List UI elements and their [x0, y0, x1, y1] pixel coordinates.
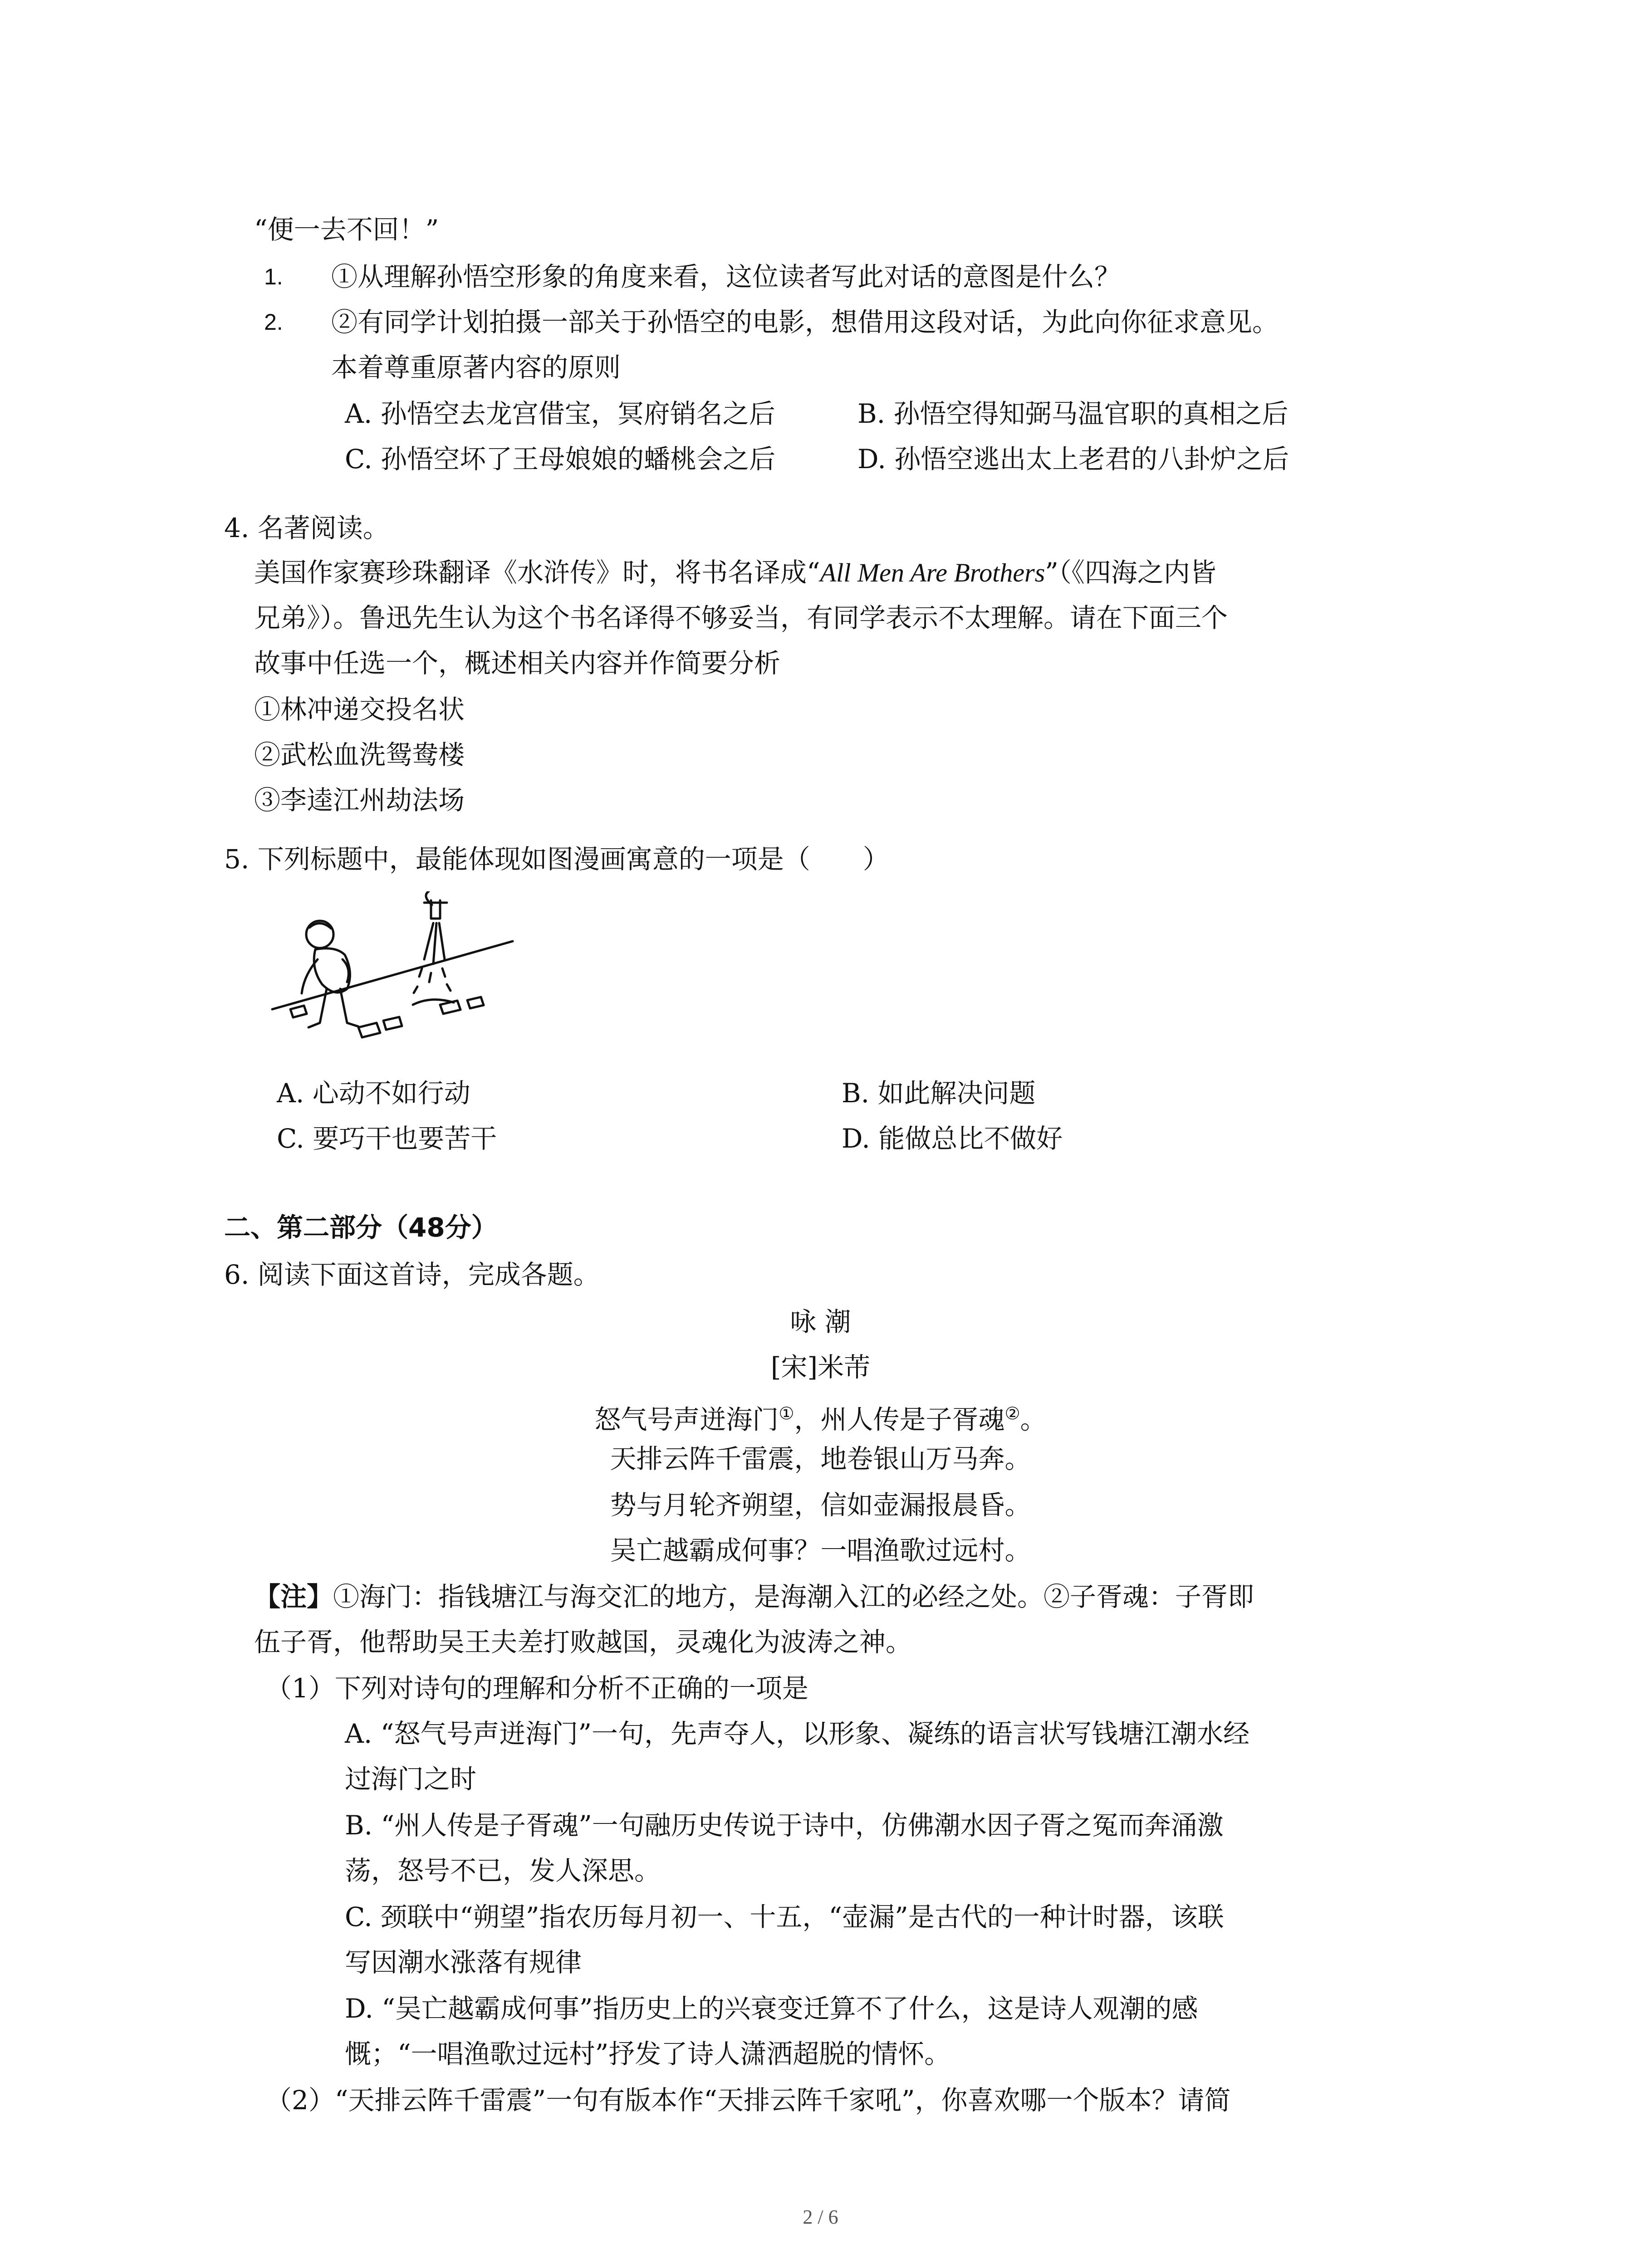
option-a: A. 孙悟空去龙宫借宝，冥府销名之后	[345, 398, 775, 429]
option-c: C. 孙悟空坏了王母娘娘的蟠桃会之后	[345, 444, 776, 474]
question-text-pre: 美国作家赛珍珠翻译《水浒传》时，将书名译成“	[254, 557, 820, 588]
option-c: C. 要巧干也要苦干	[277, 1123, 497, 1154]
story-option: ①林冲递交投名状	[254, 694, 465, 725]
item-number: 1.	[264, 264, 283, 289]
question-item: ①从理解孙悟空形象的角度来看，这位读者写此对话的意图是什么？	[331, 261, 1121, 292]
poem-line: 天排云阵千雷震，地卷银山万马奔。	[610, 1443, 1031, 1474]
sub-option-b-cont: 荡，怒号不已，发人深思。	[345, 1855, 661, 1886]
footnote-mark: ①	[779, 1403, 794, 1423]
sub-option-c: C. 颈联中“朔望”指农历每月初一、十五，“壶漏”是古代的一种计时器，该联	[345, 1901, 1224, 1932]
sub-option-d: D. “吴亡越霸成何事”指历史上的兴衰变迁算不了什么，这是诗人观潮的感	[345, 1993, 1198, 2024]
footnote-mark: ②	[1004, 1403, 1020, 1423]
question-title: 5. 下列标题中，最能体现如图漫画寓意的一项是（ ）	[224, 844, 889, 875]
sub-option-a-cont: 过海门之时	[345, 1764, 477, 1794]
sub-question-title: （1）下列对诗句的理解和分析不正确的一项是	[265, 1673, 808, 1704]
note-line1	[254, 1580, 1254, 1613]
question-text-line3: 故事中任选一个，概述相关内容并作简要分析	[254, 648, 781, 679]
sub-option-d-cont: 慨；“一唱渔歌过远村”抒发了诗人潇洒超脱的情怀。	[345, 2038, 951, 2069]
question-item: ②有同学计划拍摄一部关于孙悟空的电影，想借用这段对话，为此向你征求意见。	[331, 307, 1279, 337]
poem-line: 势与月轮齐朔望，信如壶漏报晨昏。	[610, 1490, 1031, 1520]
sub-option-b: B. “州人传是子胥魂”一句融历史传说于诗中，仿佛潮水因子胥之冤而奔涌激	[345, 1810, 1224, 1841]
page-number: 2 / 6	[803, 2206, 838, 2228]
poem-line	[0, 1397, 1641, 1436]
option-b: B. 如此解决问题	[842, 1078, 1036, 1109]
question-text-line1	[254, 556, 1216, 589]
sub-option-a: A. “怒气号声迸海门”一句，先声夺人，以形象、凝练的语言状写钱塘江潮水经	[345, 1718, 1250, 1749]
item-number: 2.	[264, 309, 283, 335]
note-text: ①海门：指钱塘江与海交汇的地方，是海潮入江的必经之处。②子胥魂：子胥即	[333, 1581, 1254, 1612]
cartoon-illustration	[268, 891, 522, 1055]
story-option: ③李逵江州劫法场	[254, 785, 465, 816]
question-text-line2: 兄弟》）。鲁迅先生认为这个书名译得不够妥当，有同学表示不太理解。请在下面三个	[254, 602, 1228, 633]
question-item-continued: 本着尊重原著内容的原则	[331, 352, 621, 383]
question-title: 4. 名著阅读。	[224, 513, 389, 543]
poem-author: [宋]米芾	[770, 1352, 871, 1383]
option-b: B. 孙悟空得知弼马温官职的真相之后	[857, 398, 1288, 429]
poem-line: 吴亡越霸成何事？一唱渔歌过远村。	[610, 1535, 1031, 1566]
question-intro: 6. 阅读下面这首诗，完成各题。	[224, 1259, 600, 1290]
option-d: D. 孙悟空逃出太上老君的八卦炉之后	[857, 444, 1289, 474]
option-d: D. 能做总比不做好	[842, 1123, 1063, 1154]
option-a: A. 心动不如行动	[277, 1078, 470, 1109]
dialogue-line: “便一去不回！”	[254, 214, 439, 245]
section-heading: 二、第二部分（48分）	[224, 1212, 498, 1243]
note-label: 【注】	[254, 1581, 333, 1612]
story-option: ②武松血洗鸳鸯楼	[254, 739, 465, 770]
poem-line-part: ，州人传是子胥魂	[794, 1404, 1005, 1435]
sub-option-c-cont: 写因潮水涨落有规律	[345, 1947, 582, 1978]
poem-line-part: 怒气号声迸海门	[594, 1404, 779, 1435]
question-text-post: ”（《四海之内皆	[1045, 557, 1216, 588]
poem-title: 咏 潮	[790, 1306, 851, 1337]
english-title: All Men Are Brothers	[820, 558, 1045, 587]
note-line2: 伍子胥，他帮助吴王夫差打败越国，灵魂化为波涛之神。	[254, 1627, 912, 1657]
sub-question-title: （2）“天排云阵千雷震”一句有版本作“天排云阵千家吼”，你喜欢哪一个版本？请简	[265, 2085, 1231, 2116]
poem-line-part: 。	[1020, 1404, 1047, 1435]
